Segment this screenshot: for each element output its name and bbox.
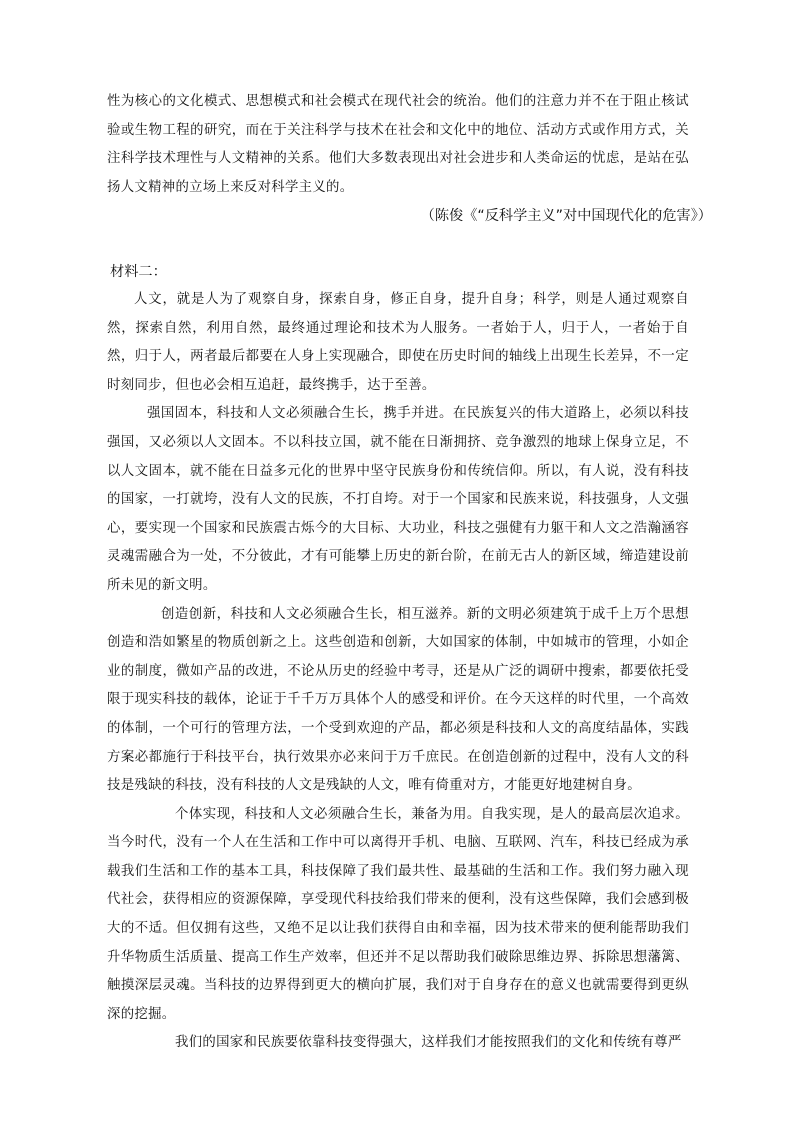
paragraph-self-realization: 个体实现，科技和人文必须融合生长，兼备为用。自我实现，是人的最高层次追求。当今时代，没有一个人在生活和工作中可以离得开手机、电脑、互联网、汽车，科技已经成为承载我们生活和工作的基本工具，科技保障了我们最共性、最基础的生活和工作。我们努力融入现代社会，获得相应的资源保障，享受现代科技给我们带来的便利，没有这些保障，我们会感到极大的不适。但仅拥有这些，又绝不足以让我们获得自由和幸福，因为技术带来的便利能帮助我们升华物质生活质量、提高工作生产效率，但还并不足以帮助我们破除思维边界、拆除思想藩篱、触摸深层灵魂。当科技的边界得到更大的横向扩展，我们对于自身存在的意义也就需要得到更纵深的挖掘。 <box>107 806 689 1022</box>
paragraph-nation-dignity: 我们的国家和民族要依靠科技变得强大，这样我们才能按照我们的文化和传统有尊严 <box>175 1035 682 1051</box>
intro-paragraph: 性为核心的文化模式、思想模式和社会模式在现代社会的统治。他们的注意力并不在于阻止核试验或生物工程的研究，而在于关注科学与技术在社会和文化中的地位、活动方式或作用方式，关注科学技术理性与人文精神的关系。他们大多数表现出对社会进步和人类命运的忧虑，是站在弘扬人文精神的立场上来反对科学主义的。 <box>107 94 689 195</box>
material-two-body <box>107 286 689 1058</box>
paragraph-strong-nation: 强国固本，科技和人文必须融合生长，携手并进。在民族复兴的伟大道路上，必须以科技强国，又必须以人文固本。不以科技立国，就不能在日渐拥挤、竞争激烈的地球上保身立足，不以人文固本，就不能在日益多元化的世界中坚守民族身份和传统信仰。所以，有人说，没有科技的国家，一打就垮，没有人文的民族，不打自垮。对于一个国家和民族来说，科技强身，人文强心，要实现一个国家和民族震古烁今的大目标、大功业，科技之强健有力躯干和人文之浩瀚涵容灵魂需融合为一处，不分彼此，才有可能攀上历史的新台阶，在前无古人的新区域，缔造建设前所未见的新文明。 <box>107 406 689 593</box>
intro-paragraph-block <box>107 88 689 202</box>
paragraph-humanities-science: 人文，就是人为了观察自身，探索自身，修正自身，提升自身；科学，则是人通过观察自然，探索自然，利用自然，最终通过理论和技术为人服务。一者始于人，归于人，一者始于自然，归于人，两者最后都要在人身上实现融合，即使在历史时间的轴线上出现生长差异，不一定时刻同步，但也必会相互追赶，最终携手，达于至善。 <box>107 292 689 393</box>
section-label: 材料二： <box>110 264 167 280</box>
citation: （陈俊《“反科学主义”对中国现代化的危害》） <box>420 208 712 224</box>
paragraph-innovation: 创造创新，科技和人文必须融合生长，相互滋养。新的文明必须建筑于成千上万个思想创造和浩如繁星的物质创新之上。这些创造和创新，大如国家的体制，中如城市的管理，小如企业的制度，微如产品的改进，不论从历史的经验中考寻，还是从广泛的调研中搜索，都要依托受限于现实科技的载体，论证于千千万万具体个人的感受和评价。在今天这样的时代里，一个高效的体制，一个可行的管理方法，一个受到欢迎的产品，都必须是科技和人文的高度结晶体，实践方案必都施行于科技平台，执行效果亦必来问于万千庶民。在创造创新的过程中，没有人文的科技是残缺的科技，没有科技的人文是残缺的人文，唯有倚重对方，才能更好地建树自身。 <box>107 606 689 794</box>
